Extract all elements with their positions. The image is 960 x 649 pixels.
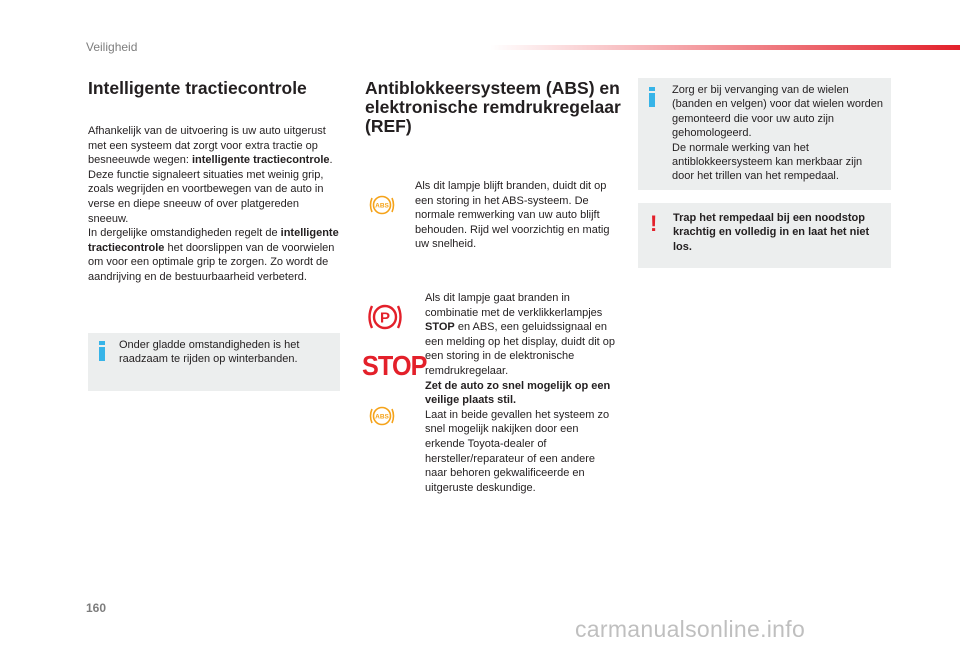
text-segment: Zorg er bij vervanging van de wielen (banden en velgen) voor dat wielen worden gemonteerd die voor uw auto zijn gehomologeerd. <box>672 84 883 140</box>
text-segment: Laat in beide gevallen het systeem zo snel mogelijk nakijken door een erkende Toyota-dealer of hersteller/reparateur of een andere naar behoren gekwalificeerde en uitgeruste deskundige. <box>425 408 610 494</box>
text-segment: . <box>329 154 333 167</box>
watermark: carmanualsonline.info <box>575 616 806 642</box>
ref-lamp-text <box>425 291 617 495</box>
bold-instruction: Zet de auto zo snel mogelijk op een veilige plaats stil. <box>425 379 611 407</box>
bold-term: intelligente tractiecontrole <box>88 227 339 254</box>
brake-park-warning-icon <box>366 300 404 334</box>
warning-exclamation-icon: ! <box>650 211 658 236</box>
park-icon-label: P <box>379 309 391 327</box>
abs-icon-label: ABS <box>375 202 389 210</box>
text-segment: Deze functie signaleert situaties met weinig grip, zoals wegrijden en voortbewegen van de auto in verse en diepe sneeuw of over platgereden sneeuw. <box>88 168 324 225</box>
page-number: 160 <box>86 601 107 615</box>
info-box-wheels <box>638 78 891 190</box>
info-icon <box>99 341 105 361</box>
info-box-text: Onder gladde omstandigheden is het raadzaam te rijden op winterbanden. <box>119 339 300 366</box>
heading-abs-ref: Antiblokkeersysteem (ABS) en elektronische remdrukregelaar (REF) <box>365 78 621 136</box>
info-icon <box>649 87 655 107</box>
bold-term: STOP <box>425 321 455 334</box>
warning-box-text: Trap het rempedaal bij een noodstop krachtig en volledig in en laat het niet los. <box>673 212 870 253</box>
info-box-winter-tires <box>88 333 340 391</box>
abs-warning-icon-2 <box>368 404 396 428</box>
text-segment: De normale werking van het antiblokkeersysteem kan merkbaar zijn door het trillen van het rempedaal. <box>672 141 863 183</box>
abs-warning-icon <box>368 193 396 217</box>
text-segment: het doorslippen van de voorwielen om voor een optimale grip te zorgen. Zo wordt de aandrijving en de bestuurbaarheid verbeterd. <box>88 241 335 283</box>
heading-traction-control: Intelligente tractiecontrole <box>88 78 307 98</box>
section-title: Veiligheid <box>86 40 138 54</box>
header-accent-line <box>490 45 960 50</box>
info-box-text <box>672 83 884 184</box>
abs-icon-label: ABS <box>375 413 389 421</box>
bold-term: intelligente tractiecontrole <box>191 154 330 167</box>
text-segment: In dergelijke omstandigheden regelt de <box>88 227 281 240</box>
abs-lamp-text: Als dit lampje blijft branden, duidt dit op een storing in het ABS-systeem. De normale remwerking van uw auto blijft behouden. Rijd wel voorzichtig en matig uw snelheid. <box>415 180 610 251</box>
text-segment: en ABS, een geluidssignaal en een melding op het display, duidt dit op een storing in de elektronische remdrukregelaar. <box>425 321 615 377</box>
traction-control-text <box>88 124 340 285</box>
text-segment: Als dit lampje gaat branden in combinatie met de verklikkerlampjes <box>425 292 603 319</box>
warning-box-emergency-stop <box>638 203 891 268</box>
text-segment: Afhankelijk van de uitvoering is uw auto uitgerust met een systeem dat zorgt voor extra tractie op besneeuwde wegen: <box>88 125 326 167</box>
stop-warning-icon: STOP <box>362 350 427 381</box>
